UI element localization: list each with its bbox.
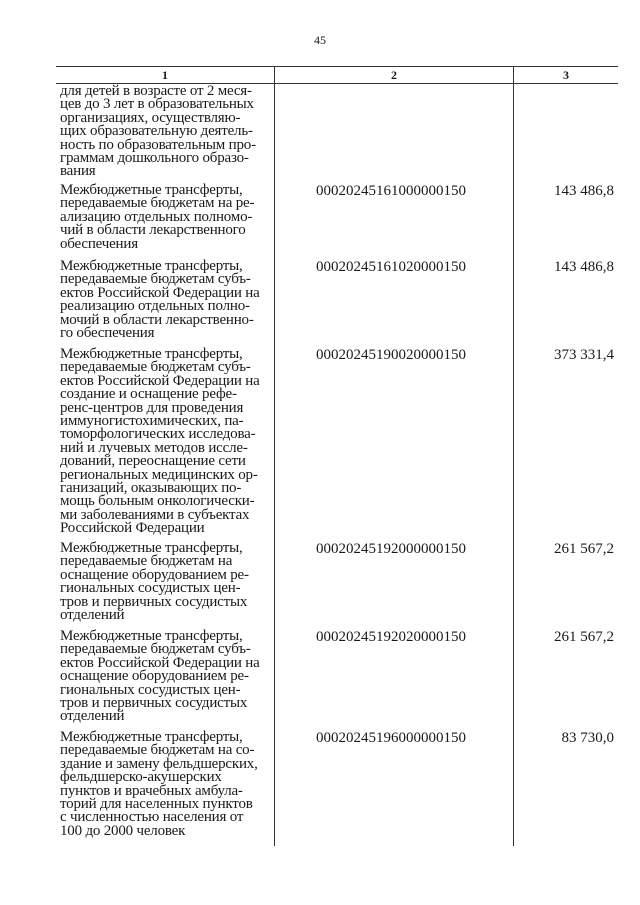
row-code: 00020245196000000150 bbox=[316, 730, 466, 746]
description-line: дований, переоснащение сети bbox=[60, 453, 246, 470]
description-line: ганизаций, оказывающих по- bbox=[60, 480, 242, 497]
description-line: мощь больным онкологически- bbox=[60, 493, 255, 510]
description-line: обеспечения bbox=[60, 235, 138, 252]
description-line: томорфологических исследова- bbox=[60, 426, 256, 443]
description-line: Межбюджетные трансферты, bbox=[60, 628, 243, 644]
row-code: 00020245192000000150 bbox=[316, 541, 466, 557]
description-line: мочий в области лекарственно- bbox=[60, 311, 254, 328]
row-amount: 373 331,4 bbox=[554, 347, 614, 363]
description-line: ми заболеваниями в субъектах bbox=[60, 506, 250, 523]
description-line: ализацию отдельных полномо- bbox=[60, 208, 253, 225]
row-description bbox=[60, 542, 272, 622]
description-line: ектов Российской Федерации на bbox=[60, 372, 260, 389]
row-code: 00020245190020000150 bbox=[316, 347, 466, 363]
description-line: вания bbox=[60, 163, 96, 180]
description-line: передаваемые бюджетам субъ- bbox=[60, 359, 251, 376]
description-line: фельдшерско-акушерских bbox=[60, 769, 222, 786]
row-code: 00020245192020000150 bbox=[316, 629, 466, 645]
description-line: тров и первичных сосудистых bbox=[60, 695, 248, 712]
description-line: гиональных сосудистых цен- bbox=[60, 580, 241, 597]
description-line: создание и оснащение рефе- bbox=[60, 386, 237, 403]
row-code: 00020245161020000150 bbox=[316, 259, 466, 275]
description-line: Межбюджетные трансферты, bbox=[60, 729, 243, 745]
description-line: го обеспечения bbox=[60, 325, 155, 342]
row-amount: 261 567,2 bbox=[554, 629, 614, 645]
description-line: отделений bbox=[60, 708, 125, 725]
description-line: организациях, осуществляю- bbox=[60, 109, 241, 126]
description-line: Межбюджетные трансферты, bbox=[60, 346, 243, 362]
column-divider bbox=[513, 66, 514, 846]
description-line: Межбюджетные трансферты, bbox=[60, 182, 243, 198]
row-code: 00020245161000000150 bbox=[316, 183, 466, 199]
description-line: передаваемые бюджетам на со- bbox=[60, 742, 255, 759]
description-line: иммуногистохимических, па- bbox=[60, 413, 244, 430]
description-line: тров и первичных сосудистых bbox=[60, 593, 248, 610]
budget-table bbox=[56, 66, 618, 846]
column-header-2: 2 bbox=[391, 68, 397, 82]
row-description bbox=[60, 731, 272, 838]
row-amount: 143 486,8 bbox=[554, 259, 614, 275]
description-line: оснащение оборудованием ре- bbox=[60, 668, 249, 685]
description-line: гиональных сосудистых цен- bbox=[60, 681, 241, 698]
column-divider bbox=[274, 66, 275, 846]
row-amount: 261 567,2 bbox=[554, 541, 614, 557]
description-line: Межбюджетные трансферты, bbox=[60, 258, 243, 274]
description-line: Российской Федерации bbox=[60, 520, 205, 537]
description-line: для детей в возрасте от 2 меся- bbox=[60, 83, 252, 99]
description-line: региональных медицинских ор- bbox=[60, 466, 258, 483]
table-header-row bbox=[56, 66, 618, 84]
row-description bbox=[60, 260, 272, 340]
row-description bbox=[60, 348, 272, 536]
column-header-1: 1 bbox=[162, 68, 168, 82]
description-line: с численностью населения от bbox=[60, 809, 244, 826]
description-line: граммам дошкольного образо- bbox=[60, 150, 249, 167]
description-line: чий в области лекарственного bbox=[60, 222, 246, 239]
description-line: пунктов и врачебных амбула- bbox=[60, 782, 243, 799]
description-line: щих образовательную деятель- bbox=[60, 123, 253, 140]
row-description bbox=[60, 85, 272, 179]
description-line: ектов Российской Федерации на bbox=[60, 284, 260, 301]
description-line: цев до 3 лет в образовательных bbox=[60, 96, 254, 113]
description-line: передаваемые бюджетам субъ- bbox=[60, 641, 251, 658]
description-line: Межбюджетные трансферты, bbox=[60, 540, 243, 556]
row-description bbox=[60, 630, 272, 724]
description-line: ектов Российской Федерации на bbox=[60, 654, 260, 671]
page-number: 45 bbox=[314, 33, 326, 47]
description-line: реализацию отдельных полно- bbox=[60, 298, 250, 315]
column-header-3: 3 bbox=[563, 68, 569, 82]
description-line: передаваемые бюджетам на bbox=[60, 553, 233, 570]
description-line: отделений bbox=[60, 607, 125, 624]
row-amount: 83 730,0 bbox=[561, 730, 614, 746]
description-line: 100 до 2000 человек bbox=[60, 822, 186, 839]
description-line: ность по образовательным про- bbox=[60, 136, 256, 153]
description-line: передаваемые бюджетам на ре- bbox=[60, 195, 255, 212]
description-line: здание и замену фельдшерских, bbox=[60, 755, 258, 772]
description-line: торий для населенных пунктов bbox=[60, 796, 253, 813]
row-amount: 143 486,8 bbox=[554, 183, 614, 199]
description-line: оснащение оборудованием ре- bbox=[60, 566, 249, 583]
description-line: ний и лучевых методов иссле- bbox=[60, 439, 248, 456]
description-line: ренс-центров для проведения bbox=[60, 399, 244, 416]
row-description bbox=[60, 184, 272, 251]
description-line: передаваемые бюджетам субъ- bbox=[60, 271, 251, 288]
